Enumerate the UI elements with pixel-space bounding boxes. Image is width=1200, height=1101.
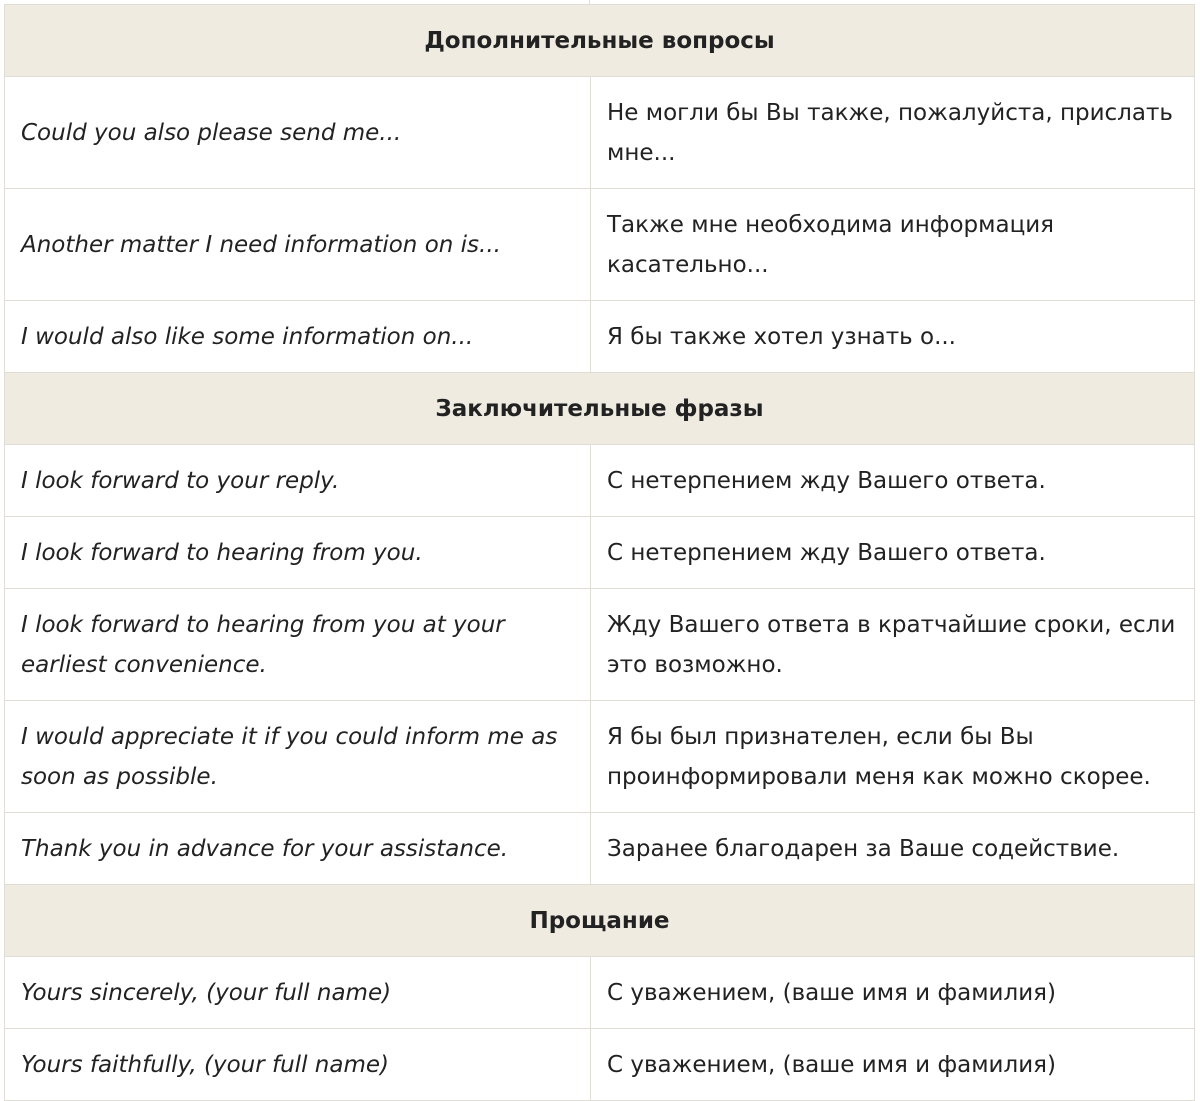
english-phrase: Another matter I need information on is... (5, 189, 591, 301)
english-phrase: Could you also please send me... (5, 77, 591, 189)
russian-translation: С нетерпением жду Вашего ответа. (591, 517, 1195, 589)
english-phrase: I would also like some information on... (5, 301, 591, 373)
russian-translation: Жду Вашего ответа в кратчайшие сроки, если это возможно. (591, 589, 1195, 701)
table-row (5, 517, 1195, 589)
table-row (5, 1029, 1195, 1101)
russian-translation: Заранее благодарен за Ваше содействие. (591, 813, 1195, 885)
russian-translation: С уважением, (ваше имя и фамилия) (591, 957, 1195, 1029)
section-title: Заключительные фразы (5, 373, 1195, 445)
table-row (5, 589, 1195, 701)
english-phrase: I look forward to hearing from you. (5, 517, 591, 589)
section-title: Дополнительные вопросы (5, 5, 1195, 77)
section-title: Прощание (5, 885, 1195, 957)
russian-translation: Я бы также хотел узнать о... (591, 301, 1195, 373)
russian-translation: С уважением, (ваше имя и фамилия) (591, 1029, 1195, 1101)
english-phrase: I would appreciate it if you could inform me as soon as possible. (5, 701, 591, 813)
phrase-table (4, 4, 1195, 1101)
table-row (5, 189, 1195, 301)
english-phrase: Yours sincerely, (your full name) (5, 957, 591, 1029)
table-row (5, 701, 1195, 813)
english-phrase: Thank you in advance for your assistance. (5, 813, 591, 885)
table-row (5, 813, 1195, 885)
russian-translation: Я бы был признателен, если бы Вы проинформировали меня как можно скорее. (591, 701, 1195, 813)
english-phrase: I look forward to hearing from you at your earliest convenience. (5, 589, 591, 701)
russian-translation: Также мне необходима информация касательно... (591, 189, 1195, 301)
section-header-farewell (5, 885, 1195, 957)
english-phrase: Yours faithfully, (your full name) (5, 1029, 591, 1101)
section-header-closing-phrases (5, 373, 1195, 445)
russian-translation: С нетерпением жду Вашего ответа. (591, 445, 1195, 517)
table-row (5, 77, 1195, 189)
table-row (5, 957, 1195, 1029)
table-row (5, 301, 1195, 373)
section-header-additional-questions (5, 5, 1195, 77)
table-row (5, 445, 1195, 517)
english-phrase: I look forward to your reply. (5, 445, 591, 517)
russian-translation: Не могли бы Вы также, пожалуйста, прислать мне... (591, 77, 1195, 189)
